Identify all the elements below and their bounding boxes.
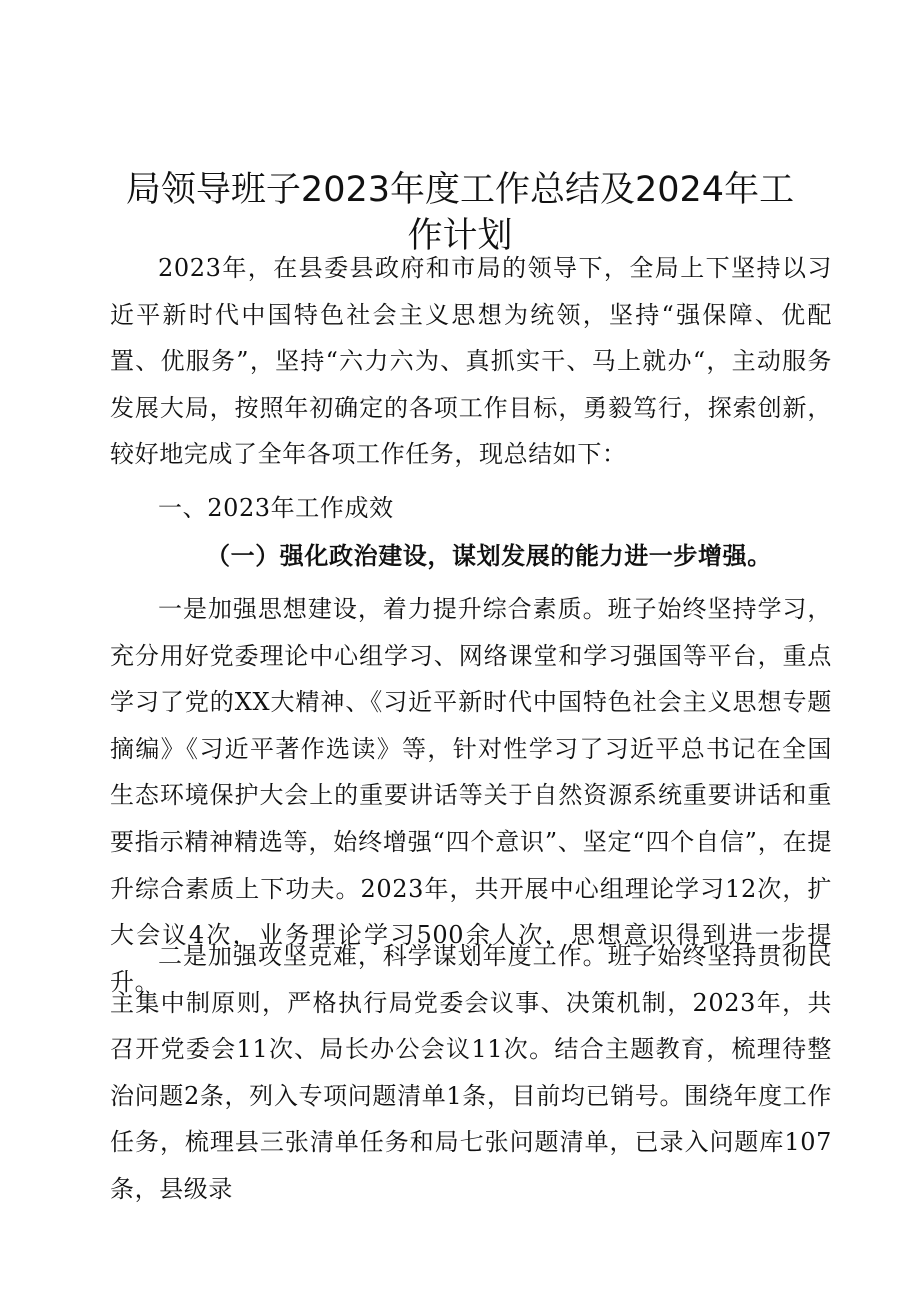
body-paragraph-planning: 二是加强攻坚克难，科学谋划年度工作。班子始终坚持贯彻民主集中制原则，严格执行局党委会议事、决策机制，2023年，共召开党委会11次、局长办公会议11次。结合主题教育，梳理待整治问题2条，列入专项问题清单1条，目前均已销号。围绕年度工作任务，梳理县三张清单任务和局七张问题清单，已录入问题库107条，县级录 [110,942,832,1203]
intro-paragraph: 2023年，在县委县政府和市局的领导下，全局上下坚持以习近平新时代中国特色社会主义思想为统领，坚持“强保障、优配置、优服务”，坚持“六力六为、真抓实干、马上就办“，主动服务发展大局，按照年初确定的各项工作目标，勇毅笃行，探索创新，较好地完成了全年各项工作任务，现总结如下： [110,254,832,469]
subsection-heading: （一）强化政治建设，谋划发展的能力进一步增强。 [206,541,772,570]
body-paragraph-ideology: 一是加强思想建设，着力提升综合素质。班子始终坚持学习，充分用好党委理论中心组学习、网络课堂和学习强国等平台，重点学习了党的XX大精神、《习近平新时代中国特色社会主义思想专题摘编》《习近平著作选读》等，针对性学习了习近平总书记在全国生态环境保护大会上的重要讲话等关于自然资源系统重要讲话和重要指示精神精选等，始终增强“四个意识”、坚定“四个自信”，在提升综合素质上下功夫。2023年，共开展中心组理论学习12次，扩大会议4次，业务理论学习500余人次，思想意识得到进一步提升。 [110,595,832,996]
document-title-line-1: 局领导班子2023年度工作总结及2024年工 [125,170,795,210]
section-heading: 一、2023年工作成效 [158,494,394,522]
document-title-line-2: 作计划 [407,216,513,256]
